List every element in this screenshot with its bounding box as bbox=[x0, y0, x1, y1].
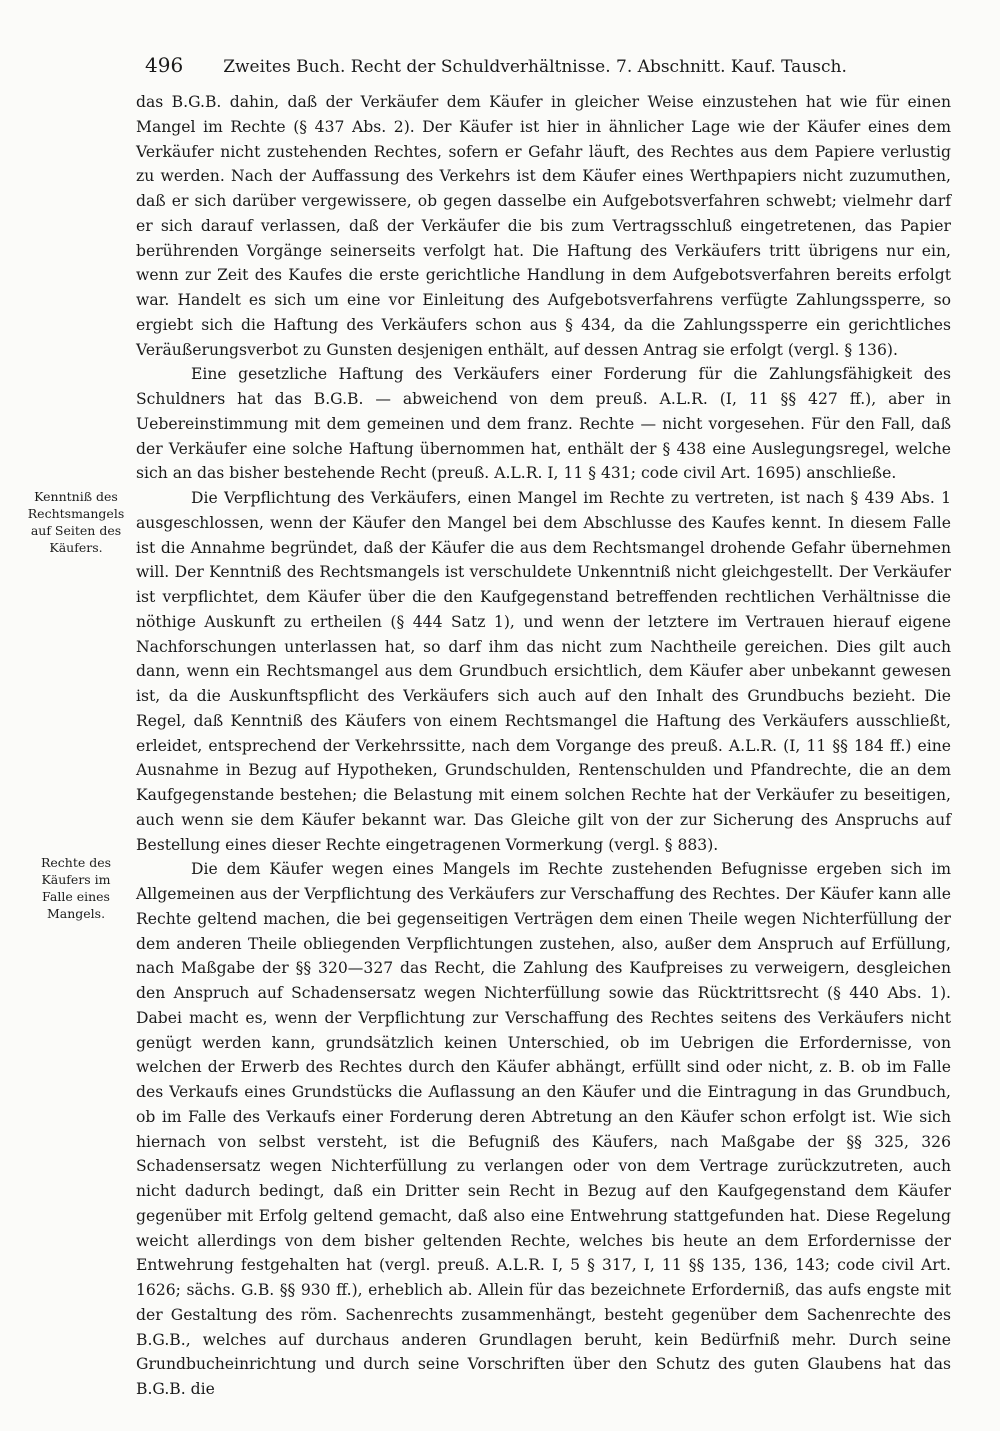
margin-note-buyer-rights: Rechte des Käufers im Falle eines Mangels. bbox=[40, 855, 112, 921]
paragraph-continued: das B.G.B. dahin, daß der Verkäufer dem Käufer in gleicher Weise einzustehen hat wie für einen Mangel im Rechte (§ 437 Abs. 2). Der Käufer ist hier in ähnlicher Lage wie der Käufer eines dem Verkäufer nicht zustehenden Rechtes, sofern er Gefahr läuft, des Rechtes aus dem Papiere verlustig zu werden. Nach der Auffassung des Verkehrs ist dem Käufer eines Werthpapiers nicht zuzumuthen, daß er sich darüber vergewissere, ob gegen dasselbe ein Aufgebotsverfahren schwebt; vielmehr darf er sich darauf verlassen, daß der Verkäufer die bis zum Vertragsschluß eingetretenen, das Papier berührenden Vorgänge seinerseits verfolgt hat. Die Haftung des Verkäufers tritt übrigens nur ein, wenn zur Zeit des Kaufes die erste gerichtliche Handlung in dem Aufgebotsverfahren bereits erfolgt war. Handelt es sich um eine vor Einleitung des Aufgebotsverfahrens verfügte Zahlungssperre, so ergiebt sich die Haftung des Verkäufers schon aus § 434, da die Zahlungssperre ein gerichtliches Veräußerungsverbot zu Gunsten desjenigen enthält, auf dessen Antrag sie erfolgt (vergl. § 136). bbox=[136, 93, 951, 359]
paragraph: Die Verpflichtung des Verkäufers, einen Mangel im Rechte zu vertreten, ist nach § 439 Abs. 1 ausgeschlossen, wenn der Käufer den Mangel bei dem Abschlusse des Kaufes kennt. In diesem Falle ist die Annahme begründet, daß der Käufer die aus dem Rechtsmangel drohende Gefahr übernehmen will. Der Kenntniß des Rechtsmangels ist verschuldete Unkenntniß nicht gleichgestellt. Der Verkäufer ist verpflichtet, dem Käufer über die den Kaufgegenstand betreffenden rechtlichen Verhältnisse die nöthige Auskunft zu ertheilen (§ 444 Satz 1), und wenn der letztere im Vertrauen hierauf eigene Nachforschungen unterlassen hat, so darf ihm das nicht zum Nachtheile gereichen. Dies gilt auch dann, wenn ein Rechtsmangel aus dem Grundbuch ersichtlich, dem Käufer aber unbekannt gewesen ist, da die Auskunftspflicht des Verkäufers sich auch auf den Inhalt des Grundbuchs bezieht. Die Regel, daß Kenntniß des Käufers von einem Rechtsmangel die Haftung des Verkäufers ausschließt, erleidet, entsprechend der Verkehrssitte, nach dem Vorgange des preuß. A.L.R. (I, 11 §§ 184 ff.) eine Ausnahme in Bezug auf Hypotheken, Grundschulden, Rentenschulden und Pfandrechte, die an dem Kaufgegenstande bestehen; die Belastung mit einem solchen Rechte hat der Verkäufer zu beseitigen, auch wenn sie dem Käufer bekannt war. Das Gleiche gilt von der zur Sicherung des Anspruchs auf Bestellung eines dieser Rechte eingetragenen Vormerkung (vergl. § 883). bbox=[136, 489, 951, 854]
paragraph: Eine gesetzliche Haftung des Verkäufers einer Forderung für die Zahlungsfähigkeit des Schuldners hat das B.G.B. — abweichend von dem preuß. A.L.R. (I, 11 §§ 427 ff.), aber in Uebereinstimmung mit dem gemeinen und dem franz. Rechte — nicht vorgesehen. Für den Fall, daß der Verkäufer eine solche Haftung übernommen hat, enthält der § 438 eine Auslegungsregel, welche sich an das bisher bestehende Recht (preuß. A.L.R. I, 11 § 431; code civil Art. 1695) anschließe. bbox=[136, 365, 951, 483]
running-title: Zweites Buch. Recht der Schuldverhältnisse. 7. Abschnitt. Kauf. Tausch. bbox=[223, 57, 847, 77]
paragraph: Die dem Käufer wegen eines Mangels im Rechte zustehenden Befugnisse ergeben sich im Allgemeinen aus der Verpflichtung des Verkäufers zur Verschaffung des Rechtes. Der Käufer kann alle Rechte geltend machen, die bei gegenseitigen Verträgen dem einen Theile wegen Nichterfüllung der dem anderen Theile obliegenden Verpflichtungen zustehen, also, außer dem Anspruch auf Erfüllung, nach Maßgabe der §§ 320—327 das Recht, die Zahlung des Kaufpreises zu verweigern, desgleichen den Anspruch auf Schadensersatz wegen Nichterfüllung sowie das Rücktrittsrecht (§ 440 Abs. 1). Dabei macht es, wenn der Verpflichtung zur Verschaffung des Rechtes seitens des Verkäufers nicht genügt werden kann, grundsätzlich keinen Unterschied, ob im Uebrigen die Erfordernisse, von welchen der Erwerb des Rechtes durch den Käufer abhängt, erfüllt sind oder nicht, z. B. ob im Falle des Verkaufs eines Grundstücks die Auflassung an den Käufer und die Eintragung in das Grundbuch, ob im Falle des Verkaufs einer Forderung deren Abtretung an den Käufer schon erfolgt ist. Wie sich hiernach von selbst versteht, ist die Befugniß des Käufers, nach Maßgabe der §§ 325, 326 Schadensersatz wegen Nichterfüllung zu verlangen oder von dem Vertrage zurückzutreten, auch nicht dadurch bedingt, daß ein Dritter sein Recht in Bezug auf den Kaufgegenstand dem Käufer gegenüber mit Erfolg geltend gemacht, daß also eine Entwehrung stattgefunden hat. Diese Regelung weicht allerdings von dem bisher geltenden Rechte, welches bis heute an dem Erfordernisse der Entwehrung festgehalten hat (vergl. preuß. A.L.R. I, 5 § 317, I, 11 §§ 135, 136, 143; code civil Art. 1626; sächs. G.B. §§ 930 ff.), erheblich ab. Allein für das bezeichnete Erforderniß, das aufs engste mit der Gestaltung des röm. Sachenrechts zusammenhängt, besteht gegenüber dem Sachenrechte des B.G.B., welches auf durchaus anderen Grundlagen beruht, kein Bedürfniß mehr. Durch seine Grundbucheinrichtung und durch seine Vorschriften über den Schutz des guten Glaubens hat das B.G.B. die bbox=[136, 860, 951, 1398]
page-number: 496 bbox=[145, 53, 184, 77]
running-header bbox=[145, 50, 965, 80]
margin-note-knowledge-of-defect: Kenntniß des Rechtsmangels auf Seiten des Käufers. bbox=[27, 489, 125, 555]
body-text bbox=[136, 90, 951, 1402]
